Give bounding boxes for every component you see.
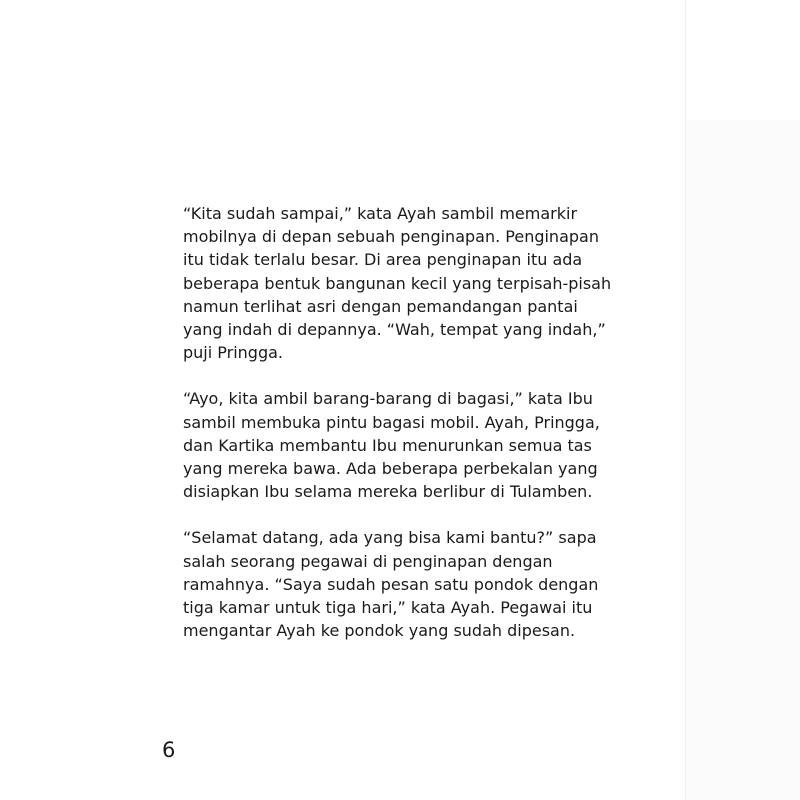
text-line: sambil membuka pintu bagasi mobil. Ayah, Pringga, [183, 412, 600, 432]
text-line: dan Kartika membantu Ibu menurunkan semua tas [183, 435, 592, 455]
text-line: namun terlihat asri dengan pemandangan pantai [183, 296, 578, 316]
text-line: disiapkan Ibu selama mereka berlibur di Tulamben. [183, 482, 593, 502]
text-line: ramahnya. “Saya sudah pesan satu pondok dengan [183, 574, 599, 594]
text-line: itu tidak terlalu besar. Di area penginapan itu ada [183, 250, 583, 270]
text-line: “Kita sudah sampai,” kata Ayah sambil memarkir [183, 204, 578, 223]
text-line: beberapa bentuk bangunan kecil yang terpisah-pisah [183, 273, 612, 293]
paragraph-luggage [183, 387, 613, 503]
text-line: tiga kamar untuk tiga hari,” kata Ayah. Pegawai itu [183, 598, 593, 618]
adjacent-page-edge [685, 120, 800, 800]
text-line: puji Pringga. [183, 343, 284, 363]
text-line: mengantar Ayah ke pondok yang sudah dipesan. [183, 621, 576, 641]
paragraph-arrival [183, 202, 613, 364]
text-line: mobilnya di depan sebuah penginapan. Penginapan [183, 227, 599, 247]
text-line: “Selamat datang, ada yang bisa kami bantu?” sapa [183, 528, 597, 548]
text-line: salah seorang pegawai di penginapan dengan [183, 551, 553, 571]
text-line: “Ayo, kita ambil barang-barang di bagasi,” kata Ibu [183, 389, 593, 409]
page-number: 6 [162, 738, 176, 762]
story-text-block [183, 202, 613, 665]
paragraph-welcome [183, 526, 613, 642]
text-line: yang indah di depannya. “Wah, tempat yang indah,” [183, 320, 606, 340]
text-line: yang mereka bawa. Ada beberapa perbekalan yang [183, 459, 598, 479]
page-edge-divider [685, 0, 686, 120]
